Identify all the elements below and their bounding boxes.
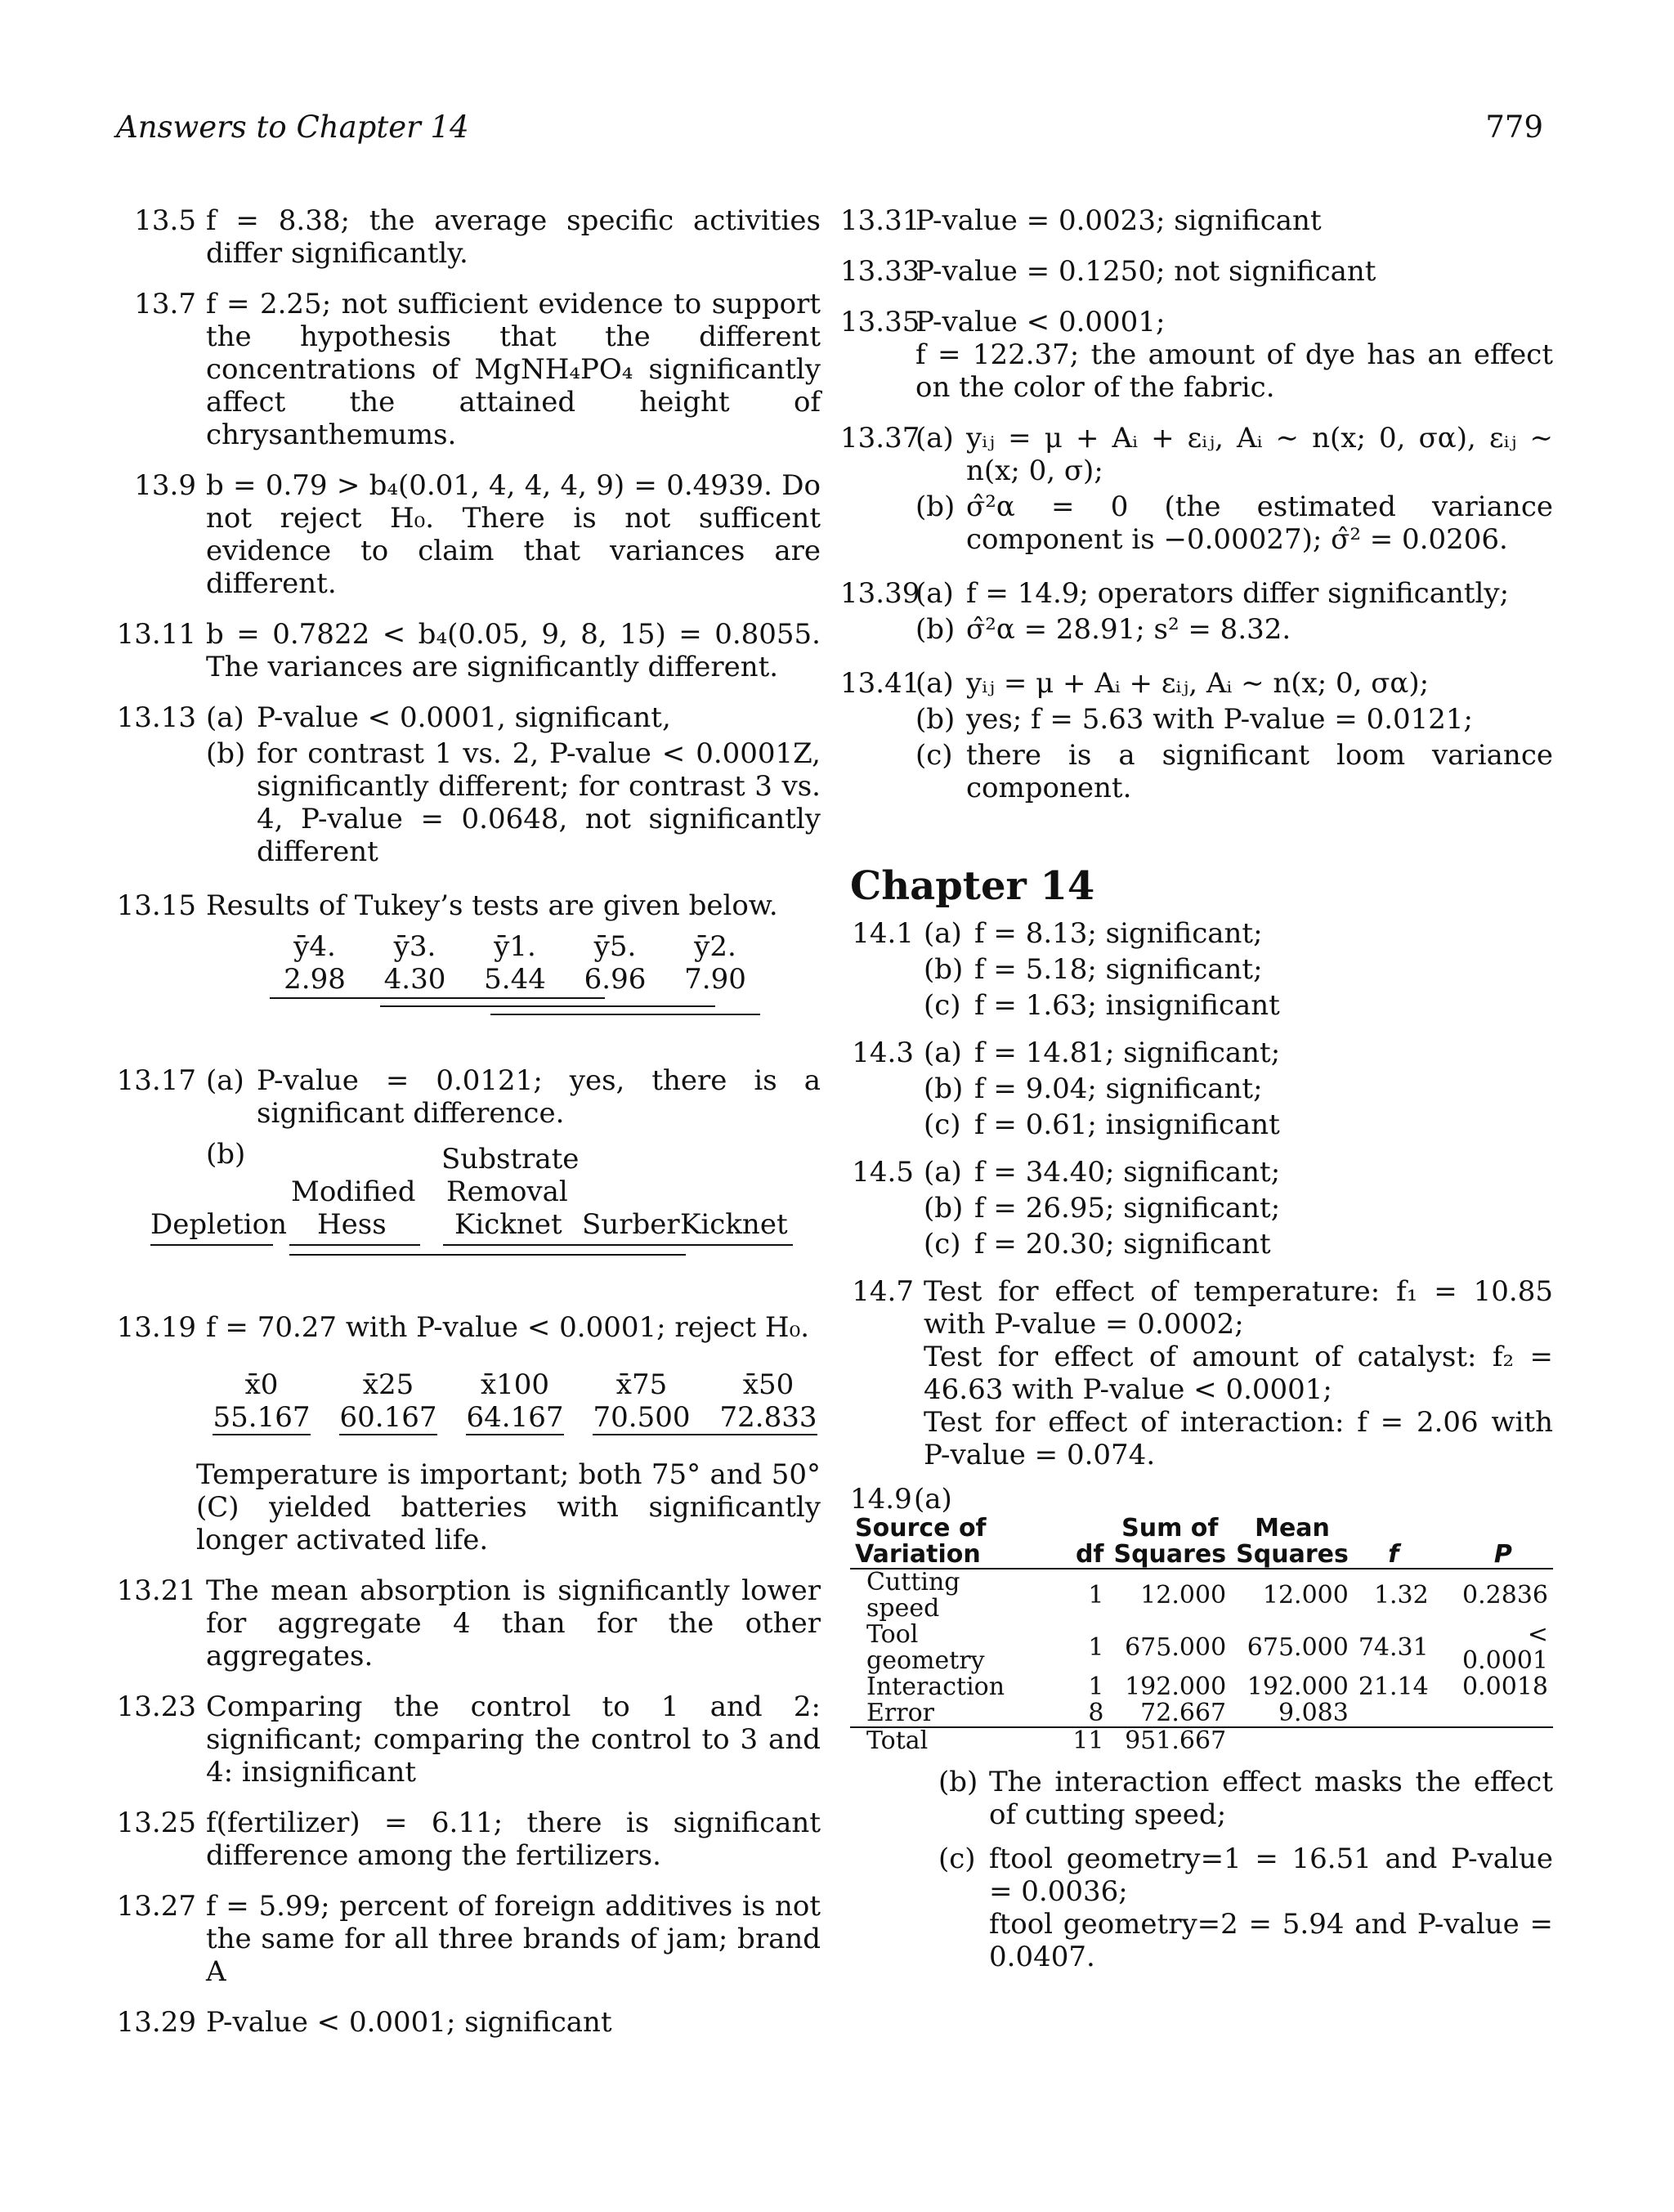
method-name: Kicknet [454,1208,562,1241]
part-label: (a) [915,422,954,454]
part-label: (b) [938,1766,978,1798]
cell-ss: 72.667 [1140,1699,1227,1727]
part-text: ftool geometry=2 = 5.94 and P-value = 0.0407. [989,1908,1553,1973]
part-b [915,490,1553,556]
column-header: df [1075,1540,1104,1569]
part-label: (b) [915,490,956,523]
cell-ms: 675.000 [1247,1633,1349,1662]
cell-p [1434,1700,1553,1727]
part-b [924,1192,1553,1225]
part-text: f = 20.30; significant [974,1228,1271,1260]
mean-values [270,963,760,996]
mean-value: 6.96 [584,963,647,996]
problem-13-29 [108,2006,821,2039]
problem-number: 13.25 [116,1807,196,1839]
answer-text: Results of Tukey’s tests are given below. [206,889,778,922]
part-label: (b) [915,703,956,736]
answer-text: P-value = 0.0023; significant [915,204,1322,237]
problem-number: 13.41 [840,667,920,700]
cell-df: 1 [1088,1672,1104,1701]
part-label: (a) [206,1064,244,1097]
part-text: The interaction effect masks the effect of cutting speed; [989,1766,1553,1831]
part-label: (a) [924,1037,962,1069]
part-a [924,917,1553,950]
part-text: σ̂²α = 0 (the estimated variance component is −0.00027); σ̂² = 0.0206. [966,490,1553,556]
problem-number: 13.33 [840,255,920,288]
part-label: (c) [938,1843,976,1875]
answer-text: b = 0.7822 < b₄(0.05, 9, 8, 15) = 0.8055. The variances are significantly different. [206,618,821,683]
part-b [915,703,1553,736]
grouping-line [380,1005,715,1007]
part-label: (a) [914,1483,952,1516]
problem-13-15 [108,889,821,922]
part-label: (c) [924,1108,961,1141]
mean-value: 7.90 [684,963,746,996]
problem-13-17 [108,1064,821,1133]
problem-13-39 [840,577,1553,649]
part-text: f = 0.61; insignificant [974,1108,1280,1141]
part-label: (c) [924,1228,961,1260]
part-text: f = 34.40; significant; [974,1156,1281,1189]
cell-source: Error [866,1699,934,1727]
part-text: ftool geometry=1 = 16.51 and P-value = 0.0036; [989,1843,1553,1908]
problem-number: 14.5 [852,1156,914,1189]
problem-number: 13.19 [116,1311,196,1344]
column-header: Sum of [1121,1514,1219,1543]
mean-value: 72.833 [719,1401,817,1434]
method-name: Kicknet [680,1208,788,1241]
mean-value: 55.167 [213,1401,311,1434]
problem-13-35 [840,306,1553,404]
cell-ss: 951.667 [1125,1726,1227,1755]
mean-value: 4.30 [383,963,446,996]
column-header: Squares [1113,1540,1227,1569]
part-a [206,1064,821,1130]
grouping-lines [270,996,760,1015]
cell-f [1354,1700,1434,1727]
method-name: Depletion [150,1208,288,1241]
answer-text: f = 8.38; the average specific activities differ significantly. [206,204,821,270]
part-text: yes; f = 5.63 with P-value = 0.0121; [966,703,1473,736]
problem-13-41 [840,667,1553,808]
problem-number: 13.37 [840,422,920,454]
part-a [915,577,1553,610]
column-heading: Removal [446,1175,568,1208]
problem-number: 13.11 [116,618,196,651]
part-a [915,422,1553,487]
cell-ms: 192.000 [1247,1672,1349,1701]
mean-labels [213,1368,817,1401]
mean-label: ȳ5. [593,930,637,963]
table-header-row [850,1516,1553,1542]
part-text: there is a significant loom variance component. [966,739,1553,804]
grouping-line [466,1434,564,1435]
problem-number: 14.3 [852,1037,914,1069]
part-label: (a) [915,667,954,700]
mean-value: 60.167 [339,1401,437,1434]
part-b [924,1072,1553,1105]
problem-number: 13.15 [116,889,196,922]
mean-values [213,1401,817,1434]
mean-label: x̄75 [615,1368,668,1401]
part-label: (a) [915,577,954,610]
part-b [924,953,1553,986]
cell-source: Tool geometry [866,1620,985,1675]
part-text: for contrast 1 vs. 2, P-value < 0.0001Z, significantly different; for contrast 3 vs. 4, P-value = 0.0648, not significantly different [257,737,821,868]
part-a [915,667,1553,700]
problem-13-25 [108,1807,821,1872]
cell-p: 0.2836 [1462,1581,1548,1610]
mean-value: 70.500 [593,1401,691,1434]
group-underline [443,1244,793,1246]
part-text: σ̂²α = 28.91; s² = 8.32. [966,613,1291,646]
cell-source: Total [866,1726,929,1755]
part-label: (a) [924,1156,962,1189]
problem-14-5 [840,1156,1553,1264]
answer-text: b = 0.79 > b₄(0.01, 4, 4, 4, 9) = 0.4939. Do not reject H₀. There is not sufficent evidence to claim that variances are different. [206,469,821,600]
part-text: f = 9.04; significant; [974,1072,1263,1105]
part-label: (b) [924,1192,964,1225]
grouping-line [289,1254,686,1256]
part-c [924,1228,1553,1260]
grouping-line [270,997,605,999]
problem-13-37 [840,422,1553,559]
part-text: yᵢⱼ = μ + Aᵢ + εᵢⱼ, Aᵢ ∼ n(x; 0, σα); [966,667,1430,700]
part-text: yᵢⱼ = μ + Aᵢ + εᵢⱼ, Aᵢ ∼ n(x; 0, σα), εᵢⱼ ∼ n(x; 0, σ); [966,422,1553,487]
table-row [850,1674,1553,1700]
temperature-means-13-19 [213,1368,817,1439]
problem-number: 13.7 [134,288,196,320]
problem-number: 14.1 [852,917,914,950]
table-row [850,1569,1553,1622]
cell-p: < 0.0001 [1462,1620,1548,1675]
problem-number: 13.35 [840,306,920,338]
column-header: P [1493,1540,1512,1569]
answer-text: f = 70.27 with P-value < 0.0001; reject H₀. [206,1311,810,1344]
problem-number: 13.9 [134,469,196,502]
problem-number: 13.23 [116,1690,196,1723]
tukey-means-13-15 [270,930,760,1015]
problem-13-31 [840,204,1553,237]
part-label: (b) [924,1072,964,1105]
cell-df: 1 [1088,1633,1104,1662]
cell-f: 74.31 [1358,1633,1429,1662]
part-text: P-value = 0.0121; yes, there is a significant difference. [257,1064,821,1130]
part-a [924,1156,1553,1189]
cell-ss: 192.000 [1125,1672,1227,1701]
problem-number: 13.21 [116,1574,196,1607]
answer-text: f = 5.99; percent of foreign additives is not the same for all three brands of jam; brand A [206,1890,821,1988]
problem-number: 14.9 [850,1483,912,1516]
problem-13-23 [108,1690,821,1789]
problem-number: 13.31 [840,204,920,237]
group-underline [289,1244,420,1246]
part-c [924,989,1553,1022]
cell-df: 8 [1088,1699,1104,1727]
problem-13-9 [108,469,821,600]
part-label: (c) [915,739,953,772]
mean-value: 5.44 [484,963,546,996]
mean-value: 2.98 [284,963,346,996]
mean-labels [270,930,760,963]
answer-text: f = 122.37; the amount of dye has an effect on the color of the fabric. [915,338,1553,404]
problem-13-13 [108,701,821,871]
cell-ms: 12.000 [1262,1581,1349,1610]
left-column [108,204,821,2057]
problem-13-11 [108,618,821,683]
anova-table [850,1516,1553,1754]
problem-number: 13.29 [116,2006,196,2039]
mean-value: 64.167 [466,1401,564,1434]
table-row [850,1622,1553,1674]
part-text: f = 5.18; significant; [974,953,1263,986]
part-b [915,613,1553,646]
method-name: Hess [317,1208,387,1241]
grouping-line [213,1434,311,1435]
part-label: (b) [206,737,246,770]
method-name: Surber [582,1208,680,1241]
grouping-line [490,1014,760,1015]
problem-13-27 [108,1890,821,1988]
column-heading: Modified [291,1175,416,1208]
problem-13-7 [108,288,821,451]
cell-ss: 12.000 [1140,1581,1227,1610]
answer-text: P-value < 0.0001; significant [206,2006,612,2039]
cell-df: 11 [1072,1726,1104,1755]
page-number: 779 [1485,110,1543,145]
mean-label: ȳ4. [293,930,336,963]
cell-ss: 675.000 [1125,1633,1227,1662]
answer-text: Comparing the control to 1 and 2: significant; comparing the control to 3 and 4: insignificant [206,1690,821,1789]
part-text: f = 8.13; significant; [974,917,1263,950]
column-heading: Substrate [441,1143,580,1175]
table-row [850,1700,1553,1727]
mean-label: x̄0 [244,1368,279,1401]
part-c [915,739,1553,804]
answer-text: The mean absorption is significantly lower for aggregate 4 than for the other aggregates. [206,1574,821,1672]
answer-text: P-value < 0.0001; [915,306,1166,338]
answer-note: Temperature is important; both 75° and 50°(C) yielded batteries with significantly longer activated life. [196,1458,821,1556]
answer-text: P-value = 0.1250; not significant [915,255,1376,288]
part-b [206,737,821,868]
problem-number: 13.39 [840,577,920,610]
part-c [938,1843,1553,1973]
part-text: P-value < 0.0001, significant, [257,701,671,734]
cell-df: 1 [1088,1581,1104,1610]
column-header: Mean [1255,1514,1330,1543]
column-header: Source of [855,1514,987,1543]
column-header: f [1388,1540,1399,1569]
problem-number: 14.7 [852,1275,914,1308]
column-header: Squares [1236,1540,1349,1569]
cell-f: 21.14 [1358,1672,1429,1701]
mean-label: x̄25 [362,1368,414,1401]
problem-13-19 [108,1311,821,1344]
part-text: f = 26.95; significant; [974,1192,1281,1225]
part-label: (b) [206,1138,246,1171]
running-header: Answers to Chapter 14 [116,110,469,145]
grouping-line [339,1434,437,1435]
part-label: (c) [924,989,961,1022]
tukey-groups-13-17 [108,1138,821,1269]
cell-f: 1.32 [1373,1581,1429,1610]
answer-text: f(fertilizer) = 6.11; there is significant difference among the fertilizers. [206,1807,821,1872]
mean-label: ȳ3. [393,930,436,963]
answer-text: Test for effect of temperature: f₁ = 10.85 with P-value = 0.0002; [924,1275,1553,1341]
right-column [840,204,1553,1977]
part-label: (b) [924,953,964,986]
table-total-row [850,1727,1553,1754]
part-label: (b) [915,613,956,646]
cell-source: Interaction [866,1672,1005,1701]
part-text: f = 1.63; insignificant [974,989,1280,1022]
part-a [206,701,821,734]
mean-label: x̄50 [742,1368,794,1401]
mean-label: ȳ2. [694,930,736,963]
problem-13-21 [108,1574,821,1672]
problem-14-7 [840,1275,1553,1471]
cell-p: 0.0018 [1462,1672,1548,1701]
problem-number: 13.17 [116,1064,196,1097]
part-text: f = 14.81; significant; [974,1037,1281,1069]
chapter-heading: Chapter 14 [850,863,1095,909]
answer-text: f = 2.25; not sufficient evidence to support the hypothesis that the different concentrations of MgNH₄PO₄ significantly affect the attained height of chrysanthemums. [206,288,821,451]
part-label: (a) [924,917,962,950]
cell-source: Cutting speed [866,1568,960,1623]
part-a [924,1037,1553,1069]
problem-14-9 [840,1483,1553,1973]
problem-14-1 [840,917,1553,1025]
problem-number: 13.13 [116,701,196,734]
problem-number: 13.27 [116,1890,196,1923]
group-underline [150,1244,273,1246]
grouping-lines [213,1434,817,1439]
grouping-line [593,1434,817,1435]
column-header: Variation [855,1540,981,1569]
part-label: (a) [206,701,244,734]
problem-number: 13.5 [134,204,196,237]
problem-14-3 [840,1037,1553,1144]
problem-13-5 [108,204,821,270]
part-b [938,1766,1553,1831]
table-header-row [850,1542,1553,1569]
problem-13-33 [840,255,1553,288]
mean-label: ȳ1. [494,930,536,963]
part-text: f = 14.9; operators differ significantly; [966,577,1510,610]
cell-ms: 9.083 [1278,1699,1349,1727]
mean-label: x̄100 [480,1368,550,1401]
part-c [924,1108,1553,1141]
answer-text: Test for effect of interaction: f = 2.06 with P-value = 0.074. [924,1406,1553,1471]
answer-text: Test for effect of amount of catalyst: f₂ = 46.63 with P-value < 0.0001; [924,1341,1553,1406]
